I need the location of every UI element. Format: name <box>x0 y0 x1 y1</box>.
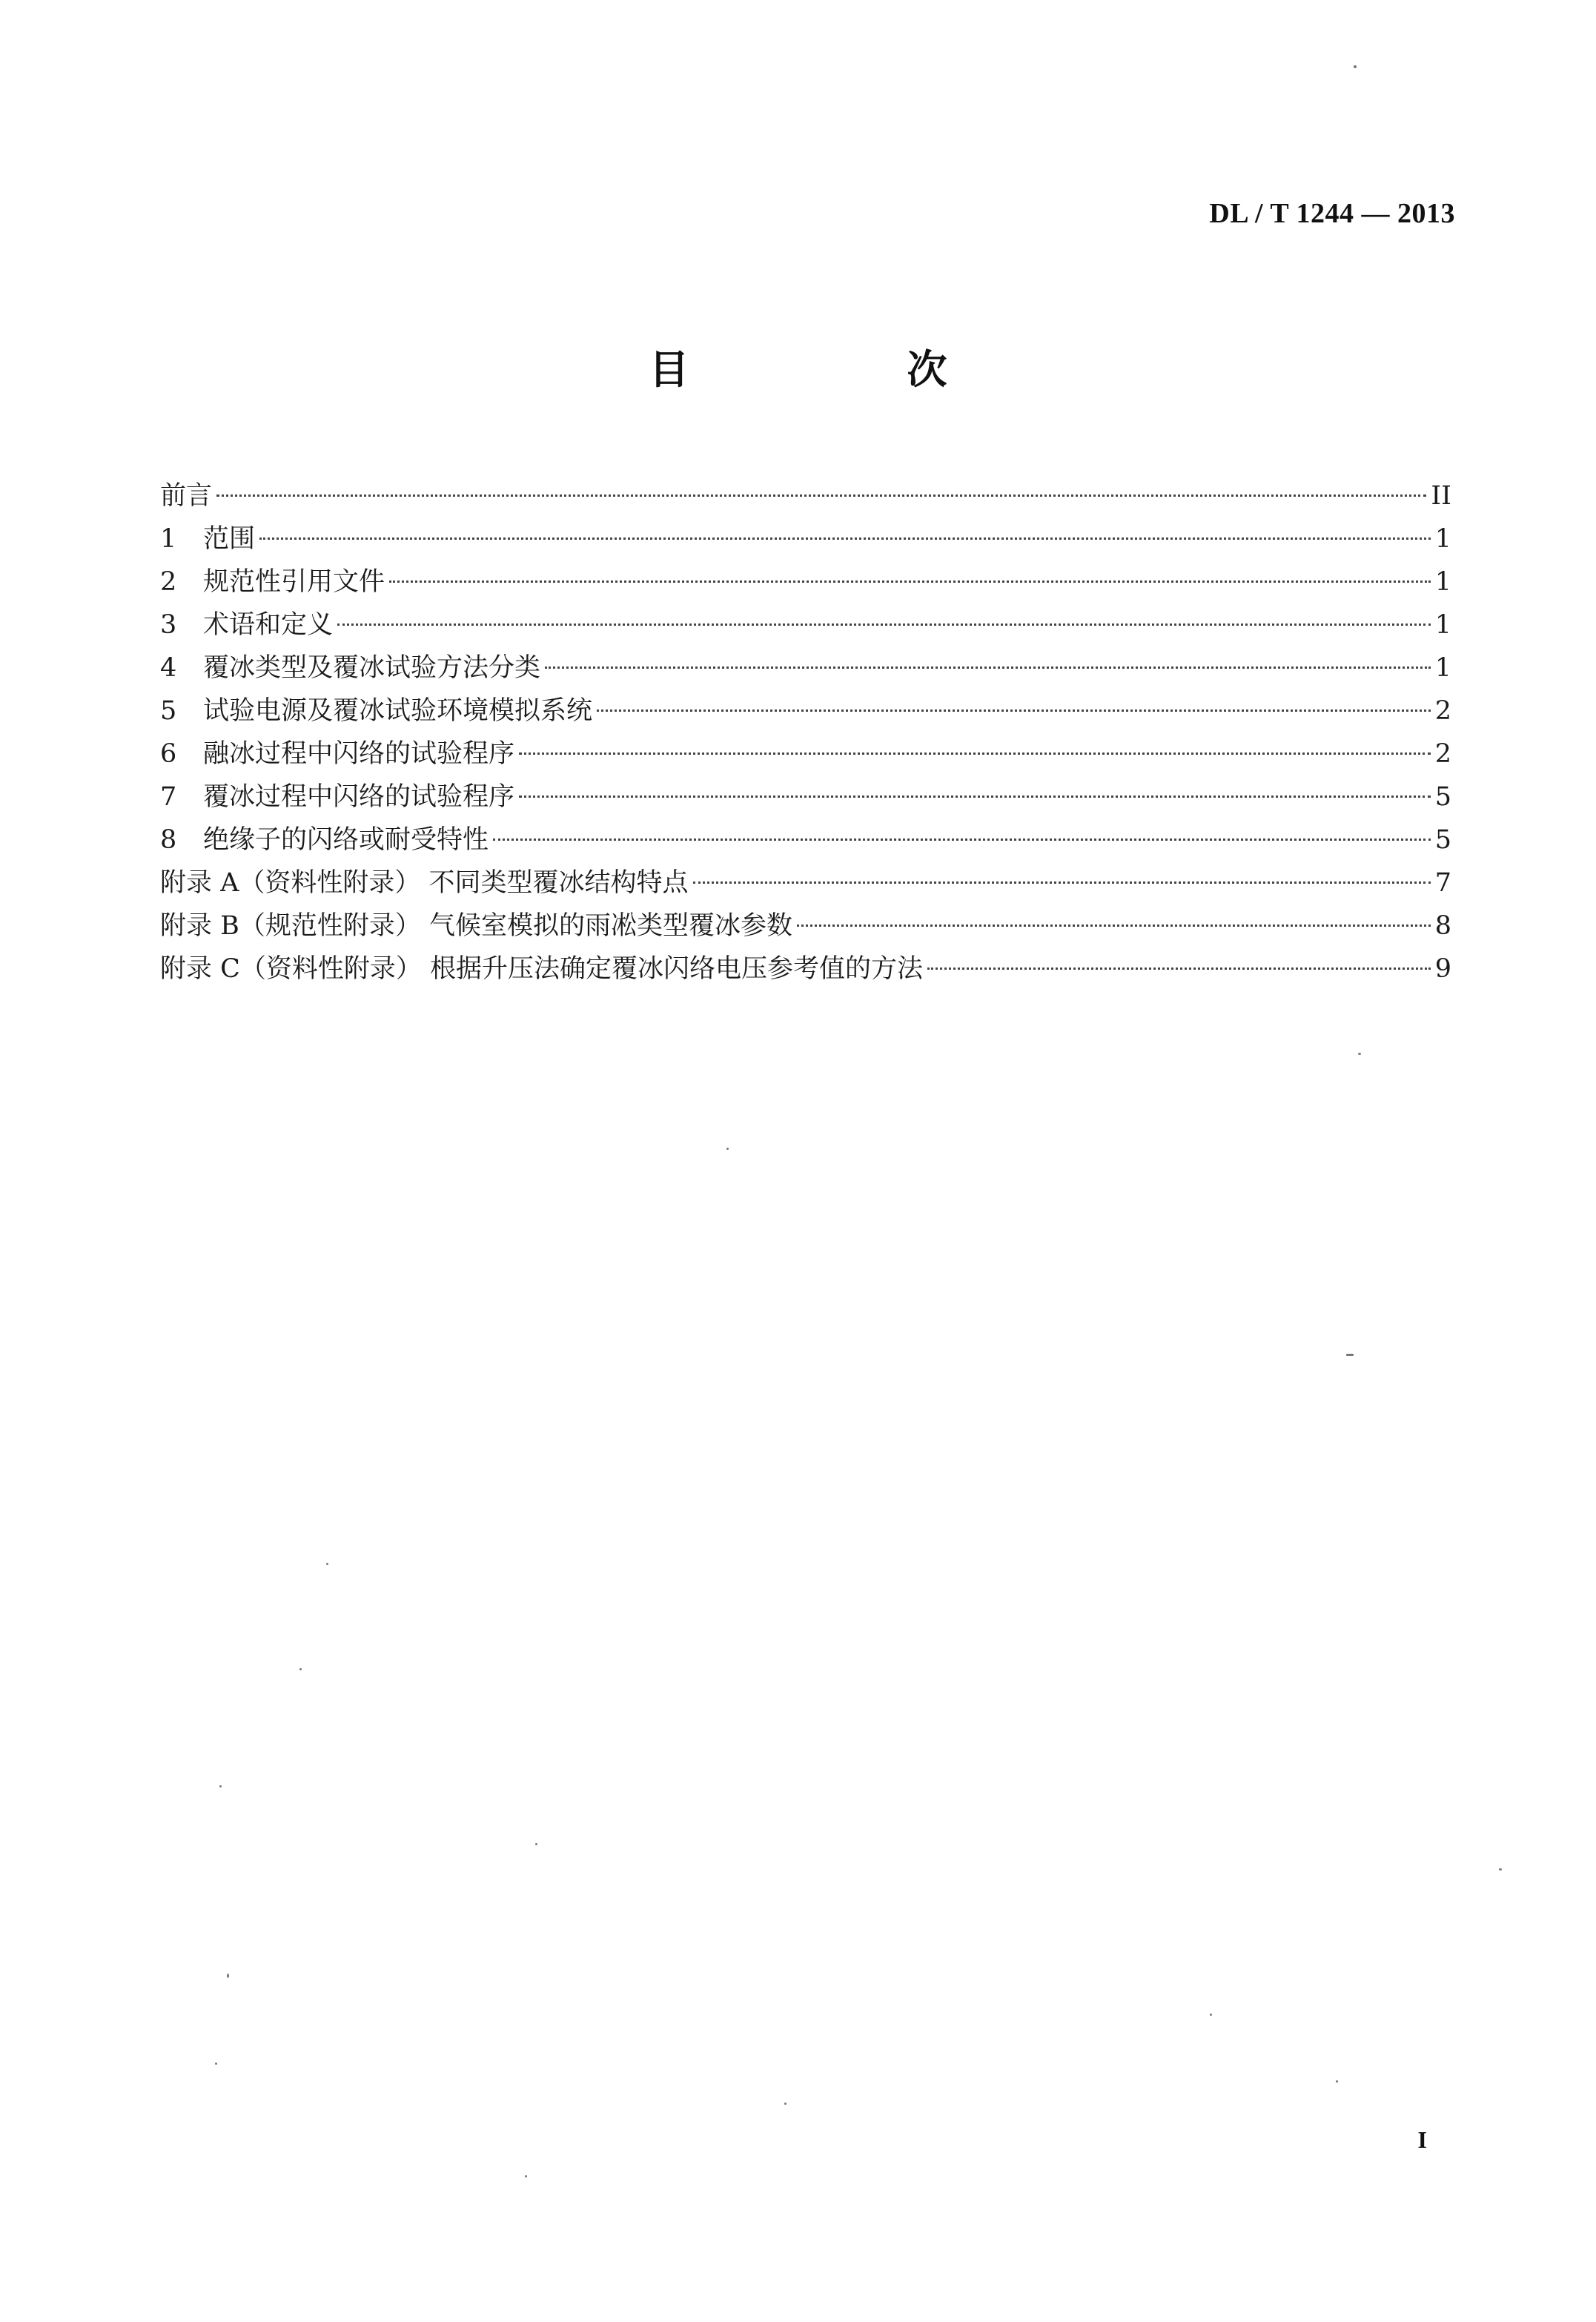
toc-entry-3[interactable] <box>160 603 1451 646</box>
toc-label: 前言 <box>160 481 213 511</box>
scan-speck <box>326 1563 328 1565</box>
dot-leader <box>693 882 1431 884</box>
toc-number: 7 <box>160 782 177 812</box>
toc-page-number: 2 <box>1434 696 1451 726</box>
toc-page-number: 9 <box>1434 954 1451 984</box>
dot-leader <box>797 924 1431 927</box>
scan-speck <box>1354 65 1357 68</box>
toc-entry-2[interactable] <box>160 560 1451 603</box>
scan-speck <box>784 2103 787 2105</box>
toc-number: 3 <box>160 610 177 640</box>
toc-label: 规范性引用文件 <box>203 567 385 597</box>
toc-entry-appendix-c[interactable] <box>160 947 1451 990</box>
toc-label: 术语和定义 <box>203 610 334 640</box>
toc-entry-7[interactable] <box>160 775 1451 818</box>
toc-page-number: 2 <box>1434 739 1451 769</box>
toc-page-number: 8 <box>1434 911 1451 941</box>
scan-speck <box>227 1974 229 1978</box>
toc-entry-8[interactable] <box>160 818 1451 861</box>
scan-speck <box>525 2175 527 2177</box>
toc-entry-5[interactable] <box>160 689 1451 732</box>
scan-speck <box>1346 1354 1354 1356</box>
page-title: 目 次 <box>649 346 1036 393</box>
scan-speck <box>1336 2080 1338 2083</box>
toc-label: 覆冰类型及覆冰试验方法分类 <box>203 653 541 683</box>
toc-page-number: II <box>1431 481 1451 511</box>
toc-number: 5 <box>160 696 177 726</box>
toc-entry-1[interactable] <box>160 517 1451 560</box>
toc-entry-preface[interactable] <box>160 474 1451 517</box>
dot-leader <box>545 666 1431 669</box>
toc-page-number: 5 <box>1434 782 1451 812</box>
dot-leader <box>337 624 1431 626</box>
page-number: I <box>1417 2126 1427 2153</box>
toc-label: 融冰过程中闪络的试验程序 <box>203 739 515 769</box>
toc-number: 6 <box>160 739 177 769</box>
toc-entry-appendix-a[interactable] <box>160 861 1451 904</box>
toc-entry-appendix-b[interactable] <box>160 904 1451 947</box>
toc-number: 4 <box>160 653 177 683</box>
toc-entry-4[interactable] <box>160 646 1451 689</box>
toc-number: 8 <box>160 825 177 855</box>
toc-page-number: 1 <box>1434 524 1451 554</box>
table-of-contents <box>160 474 1451 990</box>
dot-leader <box>216 494 1426 497</box>
scan-speck <box>215 2063 217 2065</box>
toc-label: 范围 <box>203 524 256 554</box>
dot-leader <box>927 968 1431 970</box>
toc-label: 绝缘子的闪络或耐受特性 <box>203 825 489 855</box>
toc-label: 覆冰过程中闪络的试验程序 <box>203 782 515 812</box>
toc-page-number: 1 <box>1434 653 1451 683</box>
dot-leader <box>597 710 1431 712</box>
scan-speck <box>535 1843 537 1845</box>
toc-label: 附录 C（资料性附录） 根据升压法确定覆冰闪络电压参考值的方法 <box>160 954 924 984</box>
dot-leader <box>389 580 1431 583</box>
scan-speck <box>299 1668 302 1670</box>
scan-speck <box>1358 1053 1361 1055</box>
dot-leader <box>493 838 1431 841</box>
scan-speck <box>1499 1868 1502 1870</box>
toc-page-number: 5 <box>1434 825 1451 855</box>
dot-leader <box>519 796 1431 798</box>
toc-entry-6[interactable] <box>160 732 1451 775</box>
dot-leader <box>519 752 1431 755</box>
scan-speck <box>726 1148 729 1150</box>
toc-page-number: 7 <box>1434 868 1451 898</box>
scan-speck <box>1210 2014 1212 2016</box>
toc-label: 附录 A（资料性附录） 不同类型覆冰结构特点 <box>160 868 689 898</box>
toc-page-number: 1 <box>1434 567 1451 597</box>
toc-number: 1 <box>160 524 177 554</box>
dot-leader <box>259 538 1431 540</box>
toc-page-number: 1 <box>1434 610 1451 640</box>
standard-code: DL / T 1244 — 2013 <box>1209 198 1455 229</box>
toc-number: 2 <box>160 567 177 597</box>
scan-speck <box>219 1785 222 1787</box>
toc-label: 试验电源及覆冰试验环境模拟系统 <box>203 696 593 726</box>
toc-label: 附录 B（规范性附录） 气候室模拟的雨凇类型覆冰参数 <box>160 911 792 941</box>
